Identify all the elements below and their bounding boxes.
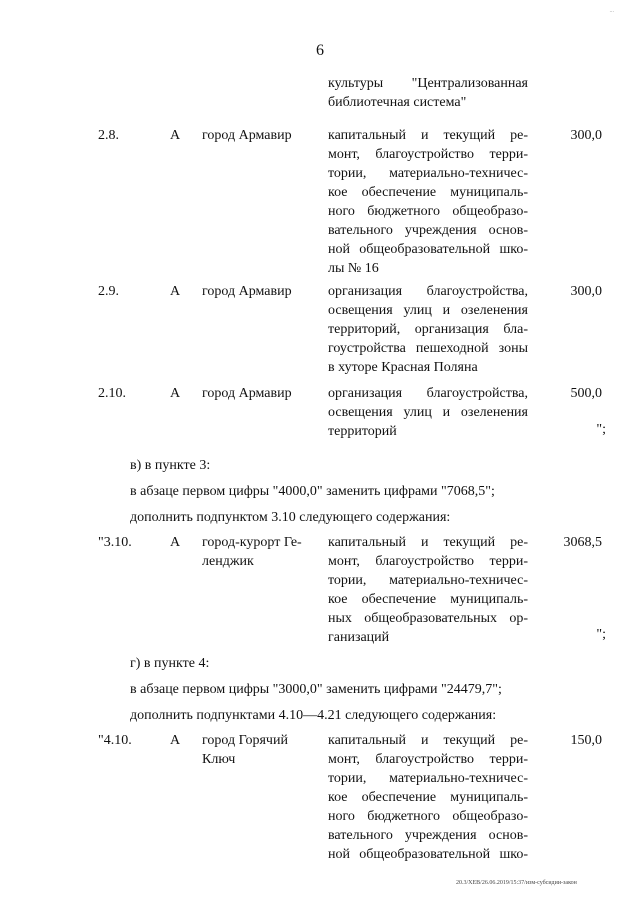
desc-line: гоустройства пешеходной зоны	[328, 341, 528, 356]
desc-line: в хуторе Красная Поляна	[328, 360, 478, 375]
desc-line: монт, благоустройство терри-	[328, 147, 528, 162]
desc-line: капитальный и текущий ре-	[328, 733, 528, 748]
desc-line: монт, благоустройство терри-	[328, 554, 528, 569]
municipality-line: город-курорт Ге-	[202, 535, 302, 550]
row-amount: 300,0	[570, 128, 602, 143]
desc-line: ных общеобразовательных ор-	[328, 611, 528, 626]
row-letter: А	[170, 733, 181, 748]
desc-line: вательного учреждения основ-	[328, 223, 528, 238]
municipality-line: ленджик	[202, 554, 254, 569]
paragraph-point3-add: дополнить подпунктом 3.10 следующего содержания:	[130, 510, 451, 525]
desc-line: кое обеспечение муниципаль-	[328, 592, 528, 607]
desc-line: ной общеобразовательной шко-	[328, 242, 528, 257]
paragraph-point3-intro: в) в пункте 3:	[130, 458, 211, 473]
row-amount: 500,0	[570, 386, 602, 401]
desc-line: освещения улиц и озеленения	[328, 303, 528, 318]
desc-line: территорий	[328, 424, 397, 439]
desc-line: тории, материально-техничес-	[328, 573, 528, 588]
row-letter: А	[170, 284, 181, 299]
row-amount: 300,0	[570, 284, 602, 299]
row-number: "4.10.	[98, 733, 132, 748]
row-number: 2.8.	[98, 128, 119, 143]
row-municipality: город Армавир	[202, 128, 292, 143]
municipality-line: Ключ	[202, 752, 236, 767]
desc-line: организация благоустройства,	[328, 284, 528, 299]
desc-line: территорий, организация бла-	[328, 322, 528, 337]
desc-line: капитальный и текущий ре-	[328, 128, 528, 143]
row-description	[328, 282, 528, 377]
corner-mark: ...	[609, 8, 614, 14]
row-municipality	[202, 731, 314, 769]
paragraph-point4-intro: г) в пункте 4:	[130, 656, 210, 671]
desc-line: лы № 16	[328, 261, 379, 276]
row-letter: А	[170, 535, 181, 550]
desc-line: капитальный и текущий ре-	[328, 535, 528, 550]
desc-line: ного бюджетного общеобразо-	[328, 809, 528, 824]
continued-description	[328, 74, 528, 112]
row-description	[328, 731, 528, 864]
desc-line: ной общеобразовательной шко-	[328, 847, 528, 862]
paragraph-point4-add: дополнить подпунктами 4.10—4.21 следующего содержания:	[130, 708, 497, 723]
desc-line: кое обеспечение муниципаль-	[328, 185, 528, 200]
desc-line: ганизаций	[328, 630, 390, 645]
row-description	[328, 533, 528, 647]
desc-line: культуры "Централизованная	[328, 76, 528, 91]
desc-line: освещения улиц и озеленения	[328, 405, 528, 420]
paragraph-point4-replace: в абзаце первом цифры "3000,0" заменить цифрами "24479,7";	[130, 682, 502, 697]
row-amount: 3068,5	[563, 535, 602, 550]
desc-line: монт, благоустройство терри-	[328, 752, 528, 767]
row-number: 2.9.	[98, 284, 119, 299]
desc-line: ного бюджетного общеобразо-	[328, 204, 528, 219]
row-amount: 150,0	[570, 733, 602, 748]
paragraph-point3-replace: в абзаце первом цифры "4000,0" заменить цифрами "7068,5";	[130, 484, 495, 499]
row-description	[328, 384, 528, 441]
row-number: 2.10.	[98, 386, 126, 401]
row-closing-quote: ";	[596, 422, 606, 437]
municipality-line: город Горячий	[202, 733, 288, 748]
desc-line: тории, материально-техничес-	[328, 771, 528, 786]
desc-line: тории, материально-техничес-	[328, 166, 528, 181]
desc-line: библиотечная система"	[328, 95, 467, 110]
desc-line: кое обеспечение муниципаль-	[328, 790, 528, 805]
row-letter: А	[170, 386, 181, 401]
page-number: 6	[316, 42, 324, 59]
row-municipality: город Армавир	[202, 386, 292, 401]
desc-line: организация благоустройства,	[328, 386, 528, 401]
row-municipality	[202, 533, 314, 571]
row-description	[328, 126, 528, 278]
row-municipality: город Армавир	[202, 284, 292, 299]
row-number: "3.10.	[98, 535, 132, 550]
row-letter: А	[170, 128, 181, 143]
footer-document-id: 20.3/ХЕВ/26.06.2019/15:37/изм-субсидии-закон	[456, 880, 577, 886]
desc-line: вательного учреждения основ-	[328, 828, 528, 843]
row-closing-quote: ";	[596, 627, 606, 642]
